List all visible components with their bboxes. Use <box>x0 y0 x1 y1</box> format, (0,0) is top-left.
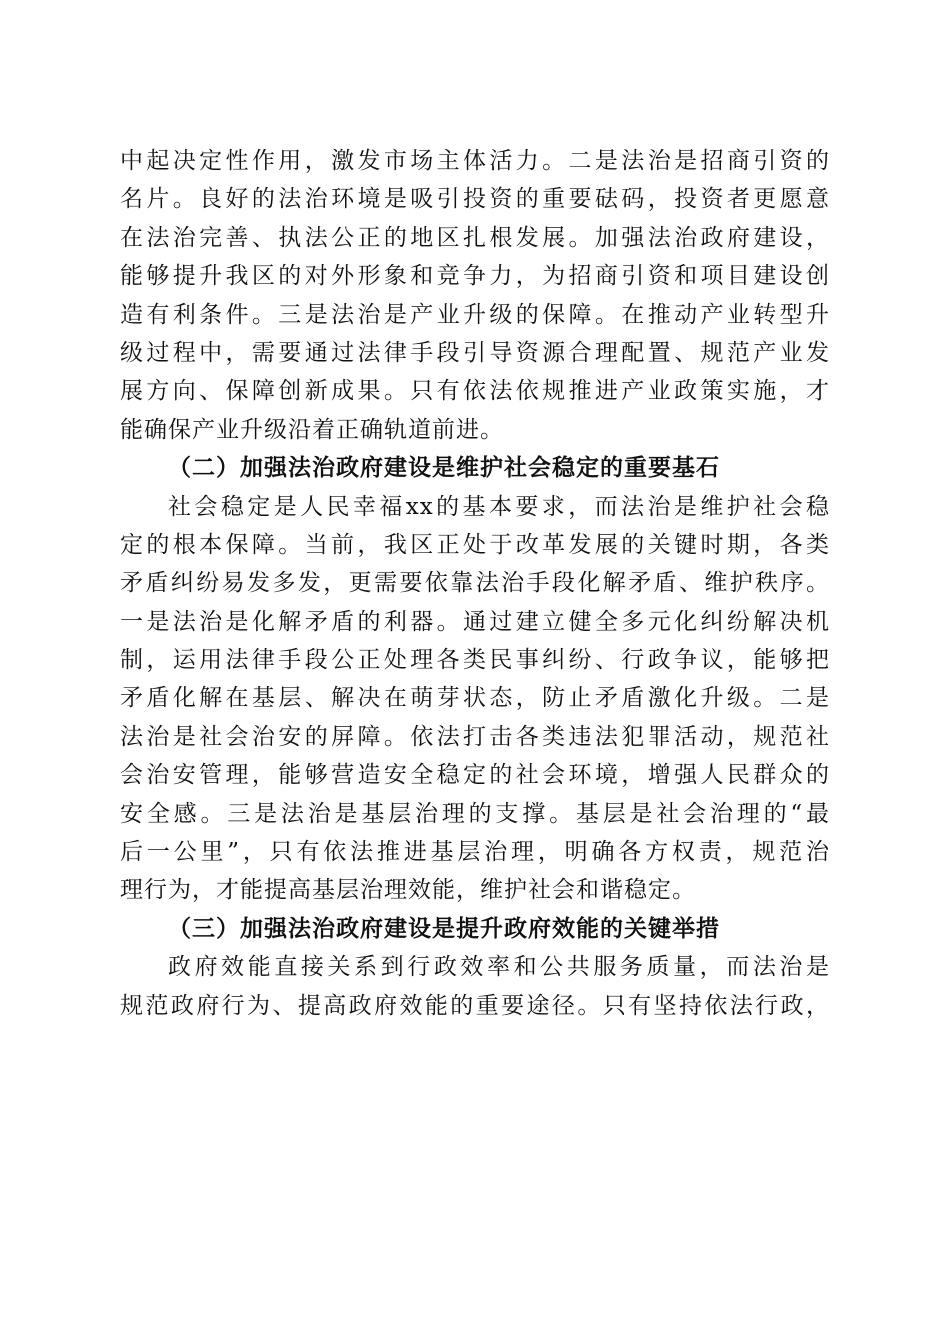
paragraph-line: 定的根本保障。当前，我区正处于改革发展的关键时期，各类 <box>120 531 830 558</box>
section-heading-3: （三）加强法治政府建设是提升政府效能的关键举措 <box>168 914 720 942</box>
paragraph-line: 安全感。三是法治是基层治理的支撑。基层是社会治理的“最 <box>120 800 830 827</box>
paragraph-line: 理行为，才能提高基层治理效能，维护社会和谐稳定。 <box>120 877 696 904</box>
paragraph-line: 能够提升我区的对外形象和竞争力，为招商引资和项目建设创 <box>120 263 830 290</box>
paragraph-line: 展方向、保障创新成果。只有依法依规推进产业政策实施，才 <box>120 378 830 405</box>
paragraph-line: 中起决定性作用，激发市场主体活力。二是法治是招商引资的 <box>120 148 830 174</box>
paragraph-line: 规范政府行为、提高政府效能的重要途径。只有坚持依法行政， <box>120 992 830 1019</box>
paragraph-line: 名片。良好的法治环境是吸引投资的重要砝码，投资者更愿意 <box>120 186 830 213</box>
paragraph-line: 矛盾纠纷易发多发，更需要依靠法治手段化解矛盾、维护秩序。 <box>120 570 830 597</box>
paragraph-line: 一是法治是化解矛盾的利器。通过建立健全多元化纠纷解决机 <box>120 608 830 635</box>
paragraph-line: 矛盾化解在基层、解决在萌芽状态，防止矛盾激化升级。二是 <box>120 685 830 712</box>
paragraph-line: 造有利条件。三是法治是产业升级的保障。在推动产业转型升 <box>120 301 830 328</box>
paragraph-line: 级过程中，需要通过法律手段引导资源合理配置、规范产业发 <box>120 339 830 366</box>
paragraph-line: 会治安管理，能够营造安全稳定的社会环境，增强人民群众的 <box>120 762 830 789</box>
document-body <box>120 142 830 1025</box>
paragraph-line: 政府效能直接关系到行政效率和公共服务质量，而法治是 <box>168 954 830 981</box>
paragraph-line: 制，运用法律手段公正处理各类民事纠纷、行政争议，能够把 <box>120 647 830 674</box>
paragraph-line: 后一公里”，只有依法推进基层治理，明确各方权责，规范治 <box>120 839 830 866</box>
paragraph-line: 法治是社会治安的屏障。依法打击各类违法犯罪活动，规范社 <box>120 723 830 750</box>
paragraph-line: 能确保产业升级沿着正确轨道前进。 <box>120 416 504 443</box>
paragraph-line: 社会稳定是人民幸福xx的基本要求，而法治是维护社会稳 <box>168 493 830 520</box>
paragraph-line: 在法治完善、执法公正的地区扎根发展。加强法治政府建设， <box>120 224 830 251</box>
section-heading-2: （二）加强法治政府建设是维护社会稳定的重要基石 <box>168 454 720 482</box>
